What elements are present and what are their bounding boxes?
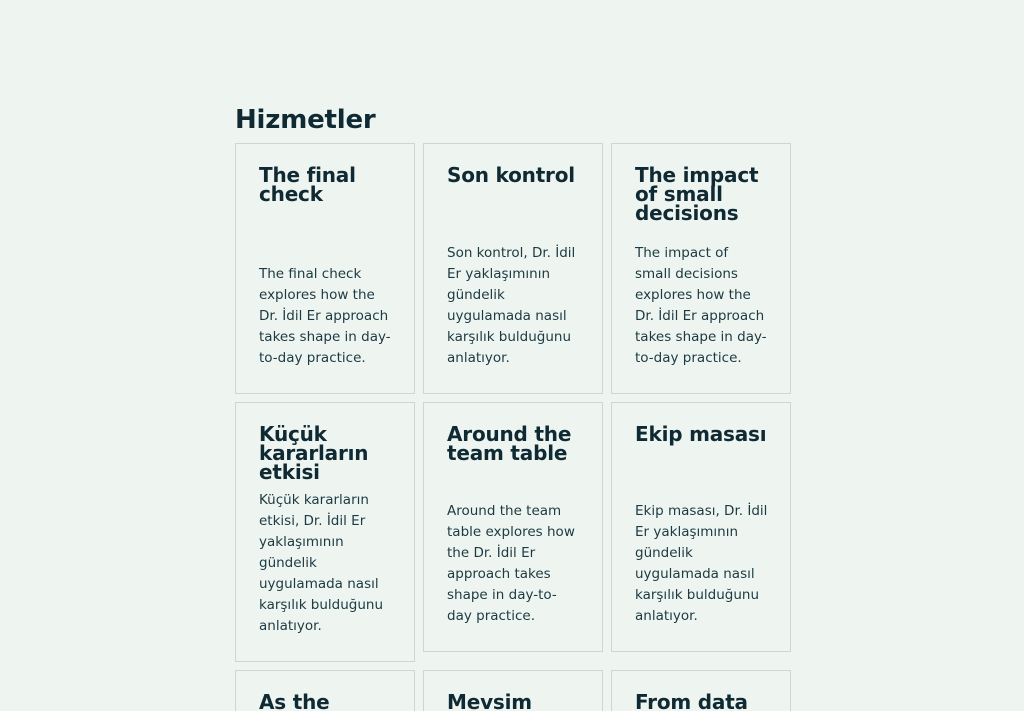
card-text: The impact of small decisions explores how the Dr. İdil Er approach takes shape in day-to-day practice.: [635, 245, 767, 366]
service-card[interactable]: [235, 670, 415, 711]
card-title: Ekip masası: [635, 422, 767, 446]
card-title: Son kontrol: [447, 163, 575, 187]
service-card[interactable]: [235, 143, 415, 394]
card-text: The final check explores how the Dr. İdil Er approach takes shape in day-to-day practice.: [259, 266, 391, 366]
card-title: The impact of small decisions: [635, 163, 759, 225]
card-title: Küçük kararların etkisi: [259, 422, 369, 484]
service-card[interactable]: [423, 670, 603, 711]
card-text: Ekip masası, Dr. İdil Er yaklaşımının gündelik uygulamada nasıl karşılık bulduğunu anlatıyor.: [635, 503, 768, 624]
service-card[interactable]: [235, 402, 415, 662]
card-title: From data: [635, 690, 748, 711]
card-title: Mevsim: [447, 690, 532, 711]
service-card[interactable]: [611, 143, 791, 394]
services-grid: [235, 143, 790, 711]
card-title: The final check: [259, 163, 356, 206]
card-text: Küçük kararların etkisi, Dr. İdil Er yaklaşımının gündelik uygulamada nasıl karşılık bulduğunu anlatıyor.: [259, 492, 384, 634]
service-card[interactable]: [423, 143, 603, 394]
service-card[interactable]: [611, 670, 791, 711]
card-title: Around the team table: [447, 422, 572, 465]
card-text: Around the team table explores how the Dr. İdil Er approach takes shape in day-to-day practice.: [447, 503, 575, 624]
card-text: Son kontrol, Dr. İdil Er yaklaşımının gündelik uygulamada nasıl karşılık bulduğunu anlatıyor.: [447, 245, 576, 366]
section-title: Hizmetler: [235, 105, 376, 135]
card-title: As the: [259, 690, 330, 711]
service-card[interactable]: [423, 402, 603, 652]
service-card[interactable]: [611, 402, 791, 652]
